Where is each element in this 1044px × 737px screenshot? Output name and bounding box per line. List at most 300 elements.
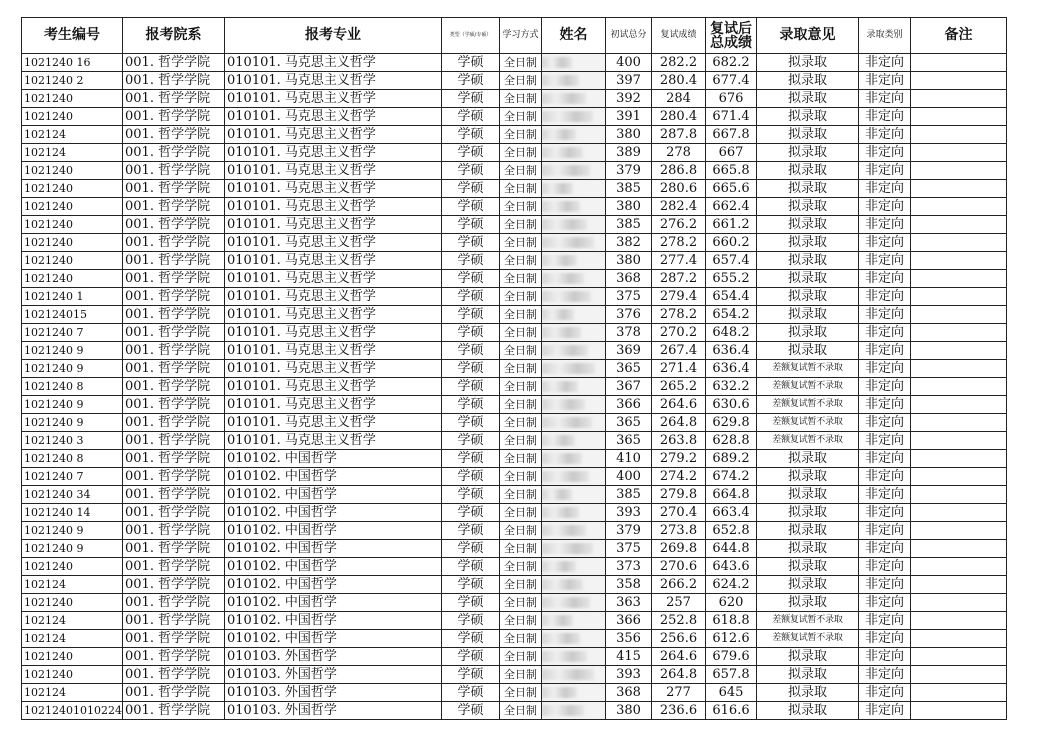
cell-student-name [542,180,606,198]
cell-total-score: 616.6 [706,702,757,720]
cell-admission-category: 非定向 [859,522,911,540]
cell-major: 010102. 中国哲学 [225,558,442,576]
cell-admission-result: 拟录取 [757,486,859,504]
table-row [22,144,1007,162]
cell-total-score: 652.8 [706,522,757,540]
cell-total-score: 636.4 [706,342,757,360]
table-row [22,432,1007,450]
cell-total-score: 665.8 [706,162,757,180]
cell-note [911,270,1007,288]
cell-admission-result: 拟录取 [757,666,859,684]
cell-student-name [542,468,606,486]
cell-study-mode: 全日制 [500,378,542,396]
cell-student-name [542,126,606,144]
cell-admission-result: 拟录取 [757,522,859,540]
cell-initial-score: 380 [606,126,652,144]
cell-candidate-id: 102124 [22,576,123,594]
cell-note [911,234,1007,252]
cell-total-score: 643.6 [706,558,757,576]
cell-student-name [542,324,606,342]
header-init-score: 初试总分 [606,18,652,54]
cell-department: 001. 哲学学院 [123,432,225,450]
cell-initial-score: 400 [606,54,652,72]
cell-degree-type: 学硕 [442,468,500,486]
redacted-name [542,93,586,104]
cell-retest-score: 270.4 [652,504,706,522]
cell-admission-category: 非定向 [859,360,911,378]
cell-department: 001. 哲学学院 [123,378,225,396]
cell-note [911,648,1007,666]
header-name: 姓名 [542,18,606,54]
cell-note [911,630,1007,648]
cell-department: 001. 哲学学院 [123,414,225,432]
redacted-name [542,255,577,266]
table-row [22,342,1007,360]
header-dept: 报考院系 [123,18,225,54]
table-row [22,630,1007,648]
cell-degree-type: 学硕 [442,684,500,702]
cell-degree-type: 学硕 [442,288,500,306]
cell-admission-category: 非定向 [859,612,911,630]
cell-initial-score: 415 [606,648,652,666]
cell-degree-type: 学硕 [442,216,500,234]
cell-study-mode: 全日制 [500,108,542,126]
cell-note [911,54,1007,72]
cell-admission-result: 拟录取 [757,306,859,324]
cell-student-name [542,702,606,720]
cell-total-score: 645 [706,684,757,702]
header-note: 备注 [911,18,1007,54]
cell-student-name [542,486,606,504]
cell-admission-result: 拟录取 [757,504,859,522]
table-row [22,414,1007,432]
cell-total-score: 648.2 [706,324,757,342]
cell-study-mode: 全日制 [500,702,542,720]
cell-admission-result: 拟录取 [757,162,859,180]
cell-note [911,180,1007,198]
cell-initial-score: 367 [606,378,652,396]
cell-admission-category: 非定向 [859,558,911,576]
cell-degree-type: 学硕 [442,558,500,576]
cell-admission-result: 拟录取 [757,234,859,252]
cell-retest-score: 278.2 [652,306,706,324]
redacted-name [542,669,594,680]
cell-admission-result: 差额复试暂不录取 [757,612,859,630]
cell-department: 001. 哲学学院 [123,594,225,612]
cell-degree-type: 学硕 [442,126,500,144]
header-total: 复试后总成绩 [706,18,757,54]
cell-study-mode: 全日制 [500,270,542,288]
cell-initial-score: 378 [606,324,652,342]
cell-study-mode: 全日制 [500,612,542,630]
cell-admission-result: 拟录取 [757,576,859,594]
cell-admission-result: 拟录取 [757,702,859,720]
cell-admission-result: 拟录取 [757,90,859,108]
cell-admission-category: 非定向 [859,144,911,162]
cell-major: 010101. 马克思主义哲学 [225,108,442,126]
cell-study-mode: 全日制 [500,234,542,252]
redacted-name [542,363,595,374]
cell-major: 010101. 马克思主义哲学 [225,306,442,324]
cell-student-name [542,594,606,612]
cell-initial-score: 385 [606,486,652,504]
cell-admission-category: 非定向 [859,324,911,342]
cell-admission-result: 拟录取 [757,342,859,360]
cell-student-name [542,378,606,396]
table-row [22,396,1007,414]
cell-candidate-id: 1021240 [22,558,123,576]
cell-study-mode: 全日制 [500,306,542,324]
cell-total-score: 689.2 [706,450,757,468]
cell-degree-type: 学硕 [442,108,500,126]
cell-note [911,450,1007,468]
cell-major: 010102. 中国哲学 [225,468,442,486]
cell-retest-score: 266.2 [652,576,706,594]
cell-student-name [542,288,606,306]
cell-major: 010101. 马克思主义哲学 [225,432,442,450]
cell-department: 001. 哲学学院 [123,270,225,288]
cell-admission-category: 非定向 [859,342,911,360]
cell-total-score: 679.6 [706,648,757,666]
cell-major: 010101. 马克思主义哲学 [225,198,442,216]
cell-candidate-id: 1021240 9 [22,540,123,558]
cell-degree-type: 学硕 [442,234,500,252]
cell-student-name [542,306,606,324]
redacted-name [542,399,585,410]
redacted-name [542,129,576,140]
cell-major: 010101. 马克思主义哲学 [225,324,442,342]
cell-department: 001. 哲学学院 [123,486,225,504]
redacted-name [542,633,580,644]
cell-admission-category: 非定向 [859,666,911,684]
cell-department: 001. 哲学学院 [123,648,225,666]
header-mode: 学习方式 [500,18,542,54]
cell-major: 010103. 外国哲学 [225,648,442,666]
cell-study-mode: 全日制 [500,216,542,234]
table-row [22,306,1007,324]
cell-candidate-id: 1021240 2 [22,72,123,90]
cell-initial-score: 380 [606,198,652,216]
table-row [22,504,1007,522]
cell-admission-category: 非定向 [859,306,911,324]
cell-admission-category: 非定向 [859,252,911,270]
table-row [22,648,1007,666]
cell-student-name [542,648,606,666]
cell-initial-score: 385 [606,216,652,234]
cell-student-name [542,630,606,648]
cell-note [911,702,1007,720]
cell-note [911,414,1007,432]
cell-department: 001. 哲学学院 [123,702,225,720]
cell-study-mode: 全日制 [500,522,542,540]
cell-admission-result: 差额复试暂不录取 [757,414,859,432]
cell-initial-score: 365 [606,432,652,450]
cell-initial-score: 368 [606,684,652,702]
cell-retest-score: 267.4 [652,342,706,360]
table-row [22,198,1007,216]
cell-admission-result: 拟录取 [757,144,859,162]
cell-admission-result: 拟录取 [757,468,859,486]
cell-admission-result: 拟录取 [757,180,859,198]
cell-study-mode: 全日制 [500,72,542,90]
cell-student-name [542,360,606,378]
cell-admission-category: 非定向 [859,414,911,432]
redacted-name [542,111,593,122]
cell-total-score: 624.2 [706,576,757,594]
table-row [22,288,1007,306]
cell-study-mode: 全日制 [500,432,542,450]
cell-note [911,306,1007,324]
cell-degree-type: 学硕 [442,576,500,594]
cell-admission-result: 拟录取 [757,684,859,702]
table-row [22,234,1007,252]
cell-major: 010102. 中国哲学 [225,630,442,648]
cell-retest-score: 269.8 [652,540,706,558]
cell-candidate-id: 1021240 3 [22,432,123,450]
cell-major: 010102. 中国哲学 [225,540,442,558]
cell-total-score: 671.4 [706,108,757,126]
cell-total-score: 644.8 [706,540,757,558]
cell-degree-type: 学硕 [442,324,500,342]
cell-retest-score: 280.4 [652,72,706,90]
cell-total-score: 676 [706,90,757,108]
cell-major: 010102. 中国哲学 [225,612,442,630]
cell-department: 001. 哲学学院 [123,558,225,576]
redacted-name [542,219,587,230]
cell-candidate-id: 10212401010224 [22,702,123,720]
cell-admission-category: 非定向 [859,234,911,252]
cell-initial-score: 373 [606,558,652,576]
cell-major: 010101. 马克思主义哲学 [225,270,442,288]
cell-degree-type: 学硕 [442,180,500,198]
cell-admission-category: 非定向 [859,162,911,180]
cell-admission-category: 非定向 [859,702,911,720]
cell-retest-score: 265.2 [652,378,706,396]
redacted-name [542,489,572,500]
cell-student-name [542,414,606,432]
cell-department: 001. 哲学学院 [123,504,225,522]
cell-candidate-id: 1021240 9 [22,522,123,540]
cell-degree-type: 学硕 [442,648,500,666]
cell-admission-category: 非定向 [859,648,911,666]
cell-total-score: 654.4 [706,288,757,306]
cell-study-mode: 全日制 [500,144,542,162]
cell-degree-type: 学硕 [442,198,500,216]
cell-candidate-id: 1021240 [22,216,123,234]
cell-note [911,378,1007,396]
cell-retest-score: 287.8 [652,126,706,144]
cell-candidate-id: 102124015 [22,306,123,324]
cell-student-name [542,342,606,360]
cell-initial-score: 369 [606,342,652,360]
cell-note [911,558,1007,576]
cell-admission-category: 非定向 [859,54,911,72]
table-row [22,522,1007,540]
table-row [22,108,1007,126]
cell-total-score: 661.2 [706,216,757,234]
cell-admission-result: 拟录取 [757,450,859,468]
cell-degree-type: 学硕 [442,594,500,612]
cell-initial-score: 379 [606,522,652,540]
redacted-name [542,597,590,608]
cell-total-score: 612.6 [706,630,757,648]
cell-admission-category: 非定向 [859,72,911,90]
table-row [22,468,1007,486]
cell-note [911,432,1007,450]
cell-admission-result: 拟录取 [757,72,859,90]
cell-note [911,684,1007,702]
cell-admission-category: 非定向 [859,108,911,126]
cell-degree-type: 学硕 [442,252,500,270]
cell-note [911,108,1007,126]
cell-note [911,360,1007,378]
cell-admission-result: 差额复试暂不录取 [757,432,859,450]
header-row [22,18,1007,54]
cell-major: 010101. 马克思主义哲学 [225,216,442,234]
cell-major: 010101. 马克思主义哲学 [225,378,442,396]
cell-retest-score: 263.8 [652,432,706,450]
table-row [22,450,1007,468]
cell-degree-type: 学硕 [442,540,500,558]
cell-department: 001. 哲学学院 [123,576,225,594]
cell-candidate-id: 1021240 [22,162,123,180]
cell-department: 001. 哲学学院 [123,288,225,306]
cell-admission-result: 差额复试暂不录取 [757,396,859,414]
redacted-name [542,309,574,320]
cell-study-mode: 全日制 [500,648,542,666]
cell-major: 010101. 马克思主义哲学 [225,144,442,162]
cell-initial-score: 393 [606,666,652,684]
cell-candidate-id: 1021240 7 [22,468,123,486]
cell-degree-type: 学硕 [442,144,500,162]
cell-note [911,216,1007,234]
cell-department: 001. 哲学学院 [123,324,225,342]
table-row [22,612,1007,630]
cell-retest-score: 271.4 [652,360,706,378]
cell-degree-type: 学硕 [442,702,500,720]
table-row [22,702,1007,720]
cell-study-mode: 全日制 [500,324,542,342]
cell-department: 001. 哲学学院 [123,162,225,180]
cell-student-name [542,612,606,630]
table-row [22,72,1007,90]
cell-degree-type: 学硕 [442,522,500,540]
cell-retest-score: 257 [652,594,706,612]
cell-student-name [542,432,606,450]
cell-admission-category: 非定向 [859,216,911,234]
table-row [22,270,1007,288]
redacted-name [542,651,587,662]
cell-candidate-id: 1021240 34 [22,486,123,504]
cell-initial-score: 358 [606,576,652,594]
cell-department: 001. 哲学学院 [123,612,225,630]
cell-candidate-id: 102124 [22,144,123,162]
cell-initial-score: 380 [606,702,652,720]
cell-retest-score: 277.4 [652,252,706,270]
cell-retest-score: 280.4 [652,108,706,126]
redacted-name [542,471,589,482]
cell-admission-category: 非定向 [859,432,911,450]
cell-admission-result: 拟录取 [757,288,859,306]
cell-candidate-id: 102124 [22,630,123,648]
cell-candidate-id: 1021240 [22,252,123,270]
cell-degree-type: 学硕 [442,90,500,108]
cell-admission-result: 拟录取 [757,216,859,234]
cell-initial-score: 365 [606,414,652,432]
redacted-name [542,291,591,302]
cell-note [911,504,1007,522]
header-category: 录取类别 [859,18,911,54]
cell-retest-score: 264.8 [652,414,706,432]
cell-study-mode: 全日制 [500,342,542,360]
cell-department: 001. 哲学学院 [123,180,225,198]
cell-admission-result: 差额复试暂不录取 [757,378,859,396]
cell-candidate-id: 1021240 9 [22,396,123,414]
cell-study-mode: 全日制 [500,666,542,684]
cell-retest-score: 256.6 [652,630,706,648]
cell-degree-type: 学硕 [442,504,500,522]
cell-initial-score: 375 [606,540,652,558]
cell-study-mode: 全日制 [500,252,542,270]
table-row [22,378,1007,396]
cell-degree-type: 学硕 [442,450,500,468]
cell-major: 010101. 马克思主义哲学 [225,396,442,414]
cell-initial-score: 366 [606,396,652,414]
cell-major: 010102. 中国哲学 [225,576,442,594]
cell-admission-category: 非定向 [859,270,911,288]
cell-department: 001. 哲学学院 [123,72,225,90]
cell-total-score: 636.4 [706,360,757,378]
cell-study-mode: 全日制 [500,90,542,108]
cell-candidate-id: 1021240 8 [22,450,123,468]
cell-candidate-id: 1021240 [22,180,123,198]
cell-student-name [542,216,606,234]
cell-candidate-id: 1021240 [22,666,123,684]
cell-total-score: 630.6 [706,396,757,414]
cell-department: 001. 哲学学院 [123,360,225,378]
cell-department: 001. 哲学学院 [123,522,225,540]
cell-department: 001. 哲学学院 [123,198,225,216]
cell-student-name [542,198,606,216]
cell-admission-result: 拟录取 [757,108,859,126]
cell-admission-result: 差额复试暂不录取 [757,360,859,378]
cell-retest-score: 287.2 [652,270,706,288]
cell-student-name [542,450,606,468]
cell-major: 010101. 马克思主义哲学 [225,414,442,432]
cell-admission-result: 拟录取 [757,252,859,270]
cell-degree-type: 学硕 [442,432,500,450]
cell-note [911,522,1007,540]
cell-degree-type: 学硕 [442,54,500,72]
cell-note [911,666,1007,684]
cell-retest-score: 252.8 [652,612,706,630]
header-major: 报考专业 [225,18,442,54]
cell-department: 001. 哲学学院 [123,54,225,72]
cell-note [911,252,1007,270]
cell-initial-score: 385 [606,180,652,198]
cell-note [911,576,1007,594]
cell-department: 001. 哲学学院 [123,216,225,234]
cell-department: 001. 哲学学院 [123,540,225,558]
redacted-name [542,417,592,428]
table-row [22,180,1007,198]
cell-retest-score: 264.8 [652,666,706,684]
cell-study-mode: 全日制 [500,126,542,144]
cell-admission-category: 非定向 [859,468,911,486]
cell-note [911,288,1007,306]
cell-candidate-id: 1021240 7 [22,324,123,342]
cell-total-score: 629.8 [706,414,757,432]
